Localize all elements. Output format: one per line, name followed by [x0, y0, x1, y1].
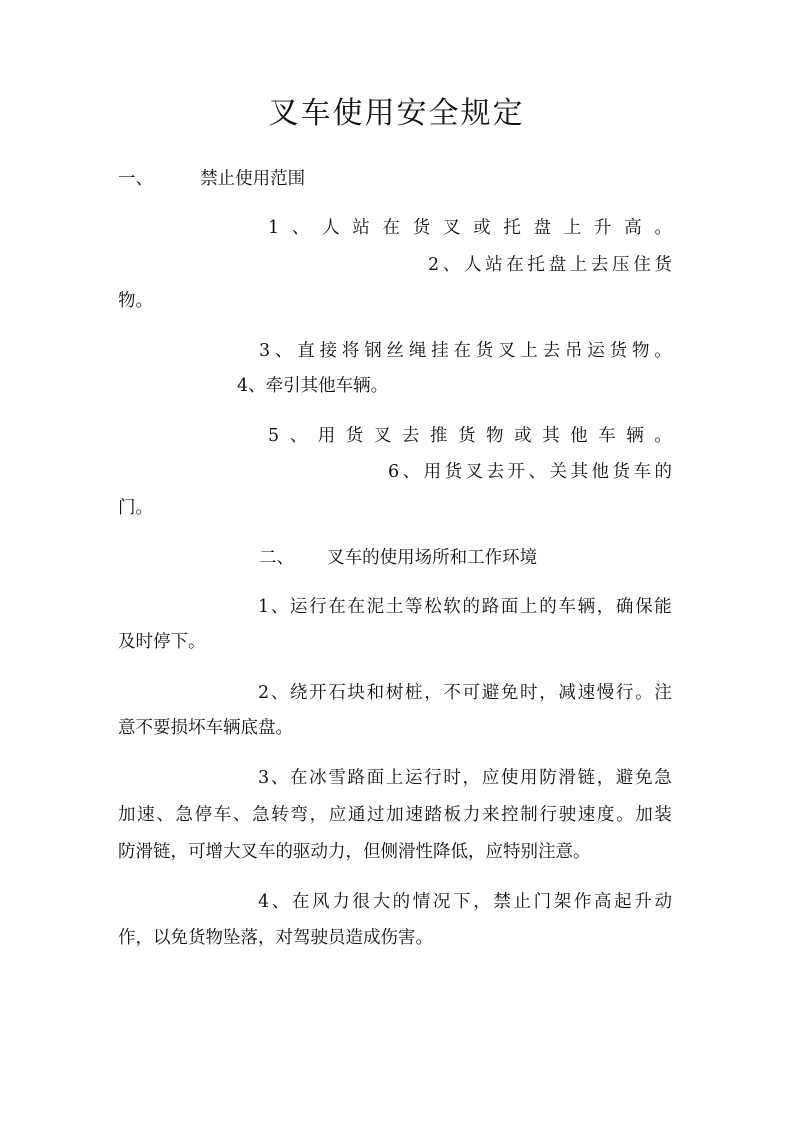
- glyph: 在: [506, 255, 524, 275]
- glyph: 开: [309, 683, 327, 703]
- glyph: 情: [412, 892, 431, 912]
- paragraph-4-line-1: [258, 890, 672, 914]
- glyph: 桩: [405, 683, 423, 703]
- glyph: 货: [444, 462, 463, 482]
- glyph: 冰: [309, 768, 327, 788]
- glyph: 3: [258, 768, 270, 788]
- glyph: 慢: [596, 683, 615, 703]
- glyph: 升: [594, 218, 612, 238]
- glyph: ，: [462, 768, 481, 788]
- glyph: 块: [347, 683, 365, 703]
- glyph: 吊: [565, 341, 583, 361]
- glyph: 货: [457, 426, 476, 446]
- glyph: 叉: [442, 218, 461, 238]
- glyph: 1: [268, 218, 280, 238]
- glyph: 丝: [386, 341, 405, 361]
- glyph: 雪: [328, 768, 346, 788]
- glyph: 。: [654, 341, 672, 361]
- glyph: 避: [481, 683, 500, 703]
- glyph: 1: [258, 597, 270, 617]
- glyph: 货: [612, 462, 630, 482]
- glyph: 辆: [577, 597, 596, 617]
- glyph: 可: [462, 683, 481, 703]
- glyph: 上: [520, 341, 538, 361]
- paragraph-4-line-2: 作，以免货物坠落，对驾驶员造成伤害。: [118, 928, 433, 948]
- glyph: 弯: [290, 805, 308, 825]
- glyph: 、: [232, 805, 251, 825]
- glyph: 运: [405, 768, 423, 788]
- glyph: 等: [405, 597, 423, 617]
- glyph: ，: [424, 683, 442, 703]
- glyph: 免: [500, 683, 519, 703]
- glyph: 速: [405, 805, 423, 825]
- glyph: 他: [591, 462, 609, 482]
- section-1-number: 一、: [118, 169, 153, 189]
- glyph: 应: [481, 768, 500, 788]
- list-item-4-number: 4、: [237, 376, 266, 396]
- glyph: 石: [328, 683, 346, 703]
- section-2-title: 叉车的使用场所和工作环境: [327, 548, 538, 568]
- section-1-heading: [118, 167, 305, 191]
- glyph: 3: [259, 341, 271, 361]
- glyph: 踏: [424, 805, 442, 825]
- glyph: 时: [443, 768, 461, 788]
- glyph: 确: [615, 597, 634, 617]
- glyph: 关: [549, 462, 568, 482]
- glyph: 、: [270, 597, 289, 617]
- glyph: 况: [432, 892, 451, 912]
- paragraph-1-line-2: 及时停下。: [118, 632, 206, 652]
- glyph: 2: [258, 683, 270, 703]
- glyph: 其: [542, 426, 560, 446]
- glyph: 6: [388, 462, 400, 482]
- glyph: 链: [577, 768, 596, 788]
- glyph: 货: [412, 218, 431, 238]
- glyph: 行: [539, 805, 557, 825]
- glyph: 加: [118, 805, 136, 825]
- glyph: 松: [424, 597, 442, 617]
- list-item-2: [428, 253, 672, 277]
- glyph: 货: [654, 255, 672, 275]
- glyph: 软: [443, 597, 461, 617]
- glyph: 去: [486, 462, 505, 482]
- glyph: 度: [596, 805, 615, 825]
- glyph: 的: [392, 892, 411, 912]
- list-item-2-continuation: 物。: [118, 291, 153, 311]
- section-1-title: 禁止使用范围: [200, 169, 306, 189]
- glyph: 站: [485, 255, 503, 275]
- glyph: 动: [654, 892, 672, 912]
- glyph: 他: [570, 426, 588, 446]
- glyph: 、: [291, 218, 310, 238]
- section-2-heading: [259, 546, 537, 570]
- glyph: 、: [442, 255, 461, 275]
- glyph: 2: [428, 255, 440, 275]
- glyph: 过: [367, 805, 385, 825]
- glyph: 、: [156, 805, 174, 825]
- glyph: 推: [429, 426, 448, 446]
- glyph: 站: [352, 218, 370, 238]
- glyph: 去: [542, 341, 561, 361]
- glyph: 将: [341, 341, 360, 361]
- glyph: 上: [385, 768, 404, 788]
- glyph: 门: [533, 892, 552, 912]
- glyph: 货: [475, 341, 494, 361]
- glyph: 面: [366, 768, 385, 788]
- glyph: 上: [563, 218, 582, 238]
- glyph: 运: [289, 597, 308, 617]
- glyph: 的: [654, 462, 672, 482]
- glyph: 在: [289, 768, 308, 788]
- glyph: 。: [654, 218, 672, 238]
- glyph: 泥: [366, 597, 385, 617]
- glyph: ，: [596, 597, 615, 617]
- glyph: 、: [402, 462, 421, 482]
- glyph: 停: [194, 805, 213, 825]
- glyph: 能: [654, 597, 672, 617]
- glyph: 板: [443, 805, 462, 825]
- glyph: 叉: [373, 426, 392, 446]
- glyph: 使: [500, 768, 519, 788]
- glyph: 防: [539, 768, 557, 788]
- glyph: 人: [322, 218, 340, 238]
- glyph: 运: [587, 341, 605, 361]
- section-2-number: 二、: [259, 548, 294, 568]
- glyph: 急: [654, 768, 672, 788]
- glyph: 起: [614, 892, 632, 912]
- glyph: 其: [570, 462, 588, 482]
- glyph: 车: [213, 805, 232, 825]
- glyph: 、: [528, 462, 547, 482]
- glyph: 、: [289, 426, 308, 446]
- glyph: 直: [297, 341, 315, 361]
- list-item-6-continuation: 门。: [118, 498, 153, 518]
- glyph: 物: [631, 341, 650, 361]
- glyph: 应: [328, 805, 347, 825]
- glyph: 托: [527, 255, 545, 275]
- glyph: 加: [386, 805, 404, 825]
- glyph: 减: [558, 683, 576, 703]
- list-item-1: [268, 216, 672, 240]
- glyph: 压: [612, 255, 630, 275]
- glyph: 开: [507, 462, 526, 482]
- glyph: 很: [352, 892, 370, 912]
- glyph: 行: [424, 768, 442, 788]
- paragraph-3-line-1: [258, 766, 672, 790]
- glyph: 或: [514, 426, 532, 446]
- glyph: 止: [513, 892, 531, 912]
- glyph: 在: [382, 218, 401, 238]
- list-item-4-text: 牵引其他车辆。: [265, 376, 389, 396]
- glyph: ，: [539, 683, 557, 703]
- glyph: 注: [654, 683, 672, 703]
- glyph: 控: [501, 805, 519, 825]
- paragraph-2-line-1: [258, 681, 672, 705]
- glyph: 在: [453, 341, 471, 361]
- list-item-3: [259, 339, 672, 363]
- glyph: 4: [258, 892, 270, 912]
- glyph: 。: [654, 426, 672, 446]
- glyph: 车: [558, 597, 576, 617]
- glyph: 货: [609, 341, 628, 361]
- glyph: 的: [539, 597, 557, 617]
- glyph: 车: [598, 426, 616, 446]
- glyph: 高: [624, 218, 642, 238]
- glyph: 钢: [364, 341, 382, 361]
- glyph: 接: [319, 341, 338, 361]
- glyph: 叉: [465, 462, 484, 482]
- glyph: 人: [463, 255, 482, 275]
- glyph: 住: [633, 255, 651, 275]
- paragraph-2-line-2: 意不要损坏车辆底盘。: [118, 718, 293, 738]
- glyph: 辆: [626, 426, 644, 446]
- glyph: 盘: [548, 255, 567, 275]
- glyph: 行: [615, 683, 634, 703]
- glyph: 用: [520, 768, 538, 788]
- glyph: 上: [569, 255, 588, 275]
- glyph: 加: [635, 805, 653, 825]
- glyph: 绕: [289, 683, 308, 703]
- glyph: 在: [291, 892, 310, 912]
- glyph: 上: [520, 597, 538, 617]
- glyph: 风: [312, 892, 330, 912]
- glyph: 驶: [558, 805, 577, 825]
- glyph: ，: [596, 768, 615, 788]
- glyph: ，: [473, 892, 491, 912]
- glyph: 、: [274, 341, 293, 361]
- list-item-5: [268, 424, 672, 448]
- glyph: 、: [270, 768, 289, 788]
- glyph: 下: [453, 892, 471, 912]
- glyph: 。: [616, 805, 634, 825]
- glyph: 在: [347, 597, 365, 617]
- glyph: 去: [401, 426, 420, 446]
- paragraph-1-line-1: [258, 595, 672, 619]
- glyph: 力: [462, 805, 481, 825]
- glyph: 制: [520, 805, 538, 825]
- glyph: 通: [347, 805, 366, 825]
- glyph: 时: [520, 683, 538, 703]
- glyph: 货: [345, 426, 364, 446]
- glyph: 高: [594, 892, 612, 912]
- glyph: 用: [423, 462, 442, 482]
- glyph: 车: [633, 462, 651, 482]
- glyph: 大: [372, 892, 390, 912]
- glyph: 免: [635, 768, 653, 788]
- glyph: 、: [271, 892, 290, 912]
- glyph: 作: [573, 892, 592, 912]
- glyph: 路: [347, 768, 365, 788]
- glyph: 速: [577, 683, 596, 703]
- glyph: 装: [654, 805, 672, 825]
- glyph: 速: [577, 805, 596, 825]
- glyph: 行: [309, 597, 327, 617]
- glyph: 转: [271, 805, 289, 825]
- list-item-6: [388, 460, 672, 484]
- glyph: 来: [481, 805, 500, 825]
- glyph: 、: [270, 683, 289, 703]
- glyph: 用: [317, 426, 336, 446]
- glyph: ，: [309, 805, 328, 825]
- glyph: 路: [481, 597, 500, 617]
- glyph: 升: [634, 892, 652, 912]
- glyph: 绳: [408, 341, 427, 361]
- paragraph-3-line-2: [118, 803, 672, 827]
- glyph: 和: [366, 683, 385, 703]
- glyph: 面: [500, 597, 519, 617]
- glyph: 挂: [431, 341, 449, 361]
- glyph: 的: [462, 597, 481, 617]
- glyph: 禁: [493, 892, 511, 912]
- glyph: 在: [328, 597, 346, 617]
- glyph: 保: [635, 597, 653, 617]
- glyph: 急: [175, 805, 193, 825]
- glyph: 托: [503, 218, 521, 238]
- glyph: 速: [137, 805, 155, 825]
- glyph: 5: [268, 426, 280, 446]
- glyph: 树: [385, 683, 404, 703]
- glyph: 。: [635, 683, 653, 703]
- glyph: 避: [615, 768, 634, 788]
- glyph: 架: [553, 892, 572, 912]
- glyph: 叉: [498, 341, 516, 361]
- glyph: 或: [473, 218, 491, 238]
- glyph: 急: [252, 805, 270, 825]
- document-title: 叉车使用安全规定: [268, 96, 525, 131]
- glyph: 不: [443, 683, 461, 703]
- paragraph-3-line-3: 防滑链，可增大叉车的驱动力，但侧滑性降低，应特别注意。: [118, 842, 591, 862]
- glyph: 去: [590, 255, 609, 275]
- glyph: 力: [332, 892, 350, 912]
- glyph: 土: [385, 597, 404, 617]
- glyph: 物: [486, 426, 504, 446]
- list-item-4: [237, 374, 388, 398]
- glyph: 盘: [533, 218, 552, 238]
- glyph: 滑: [558, 768, 576, 788]
